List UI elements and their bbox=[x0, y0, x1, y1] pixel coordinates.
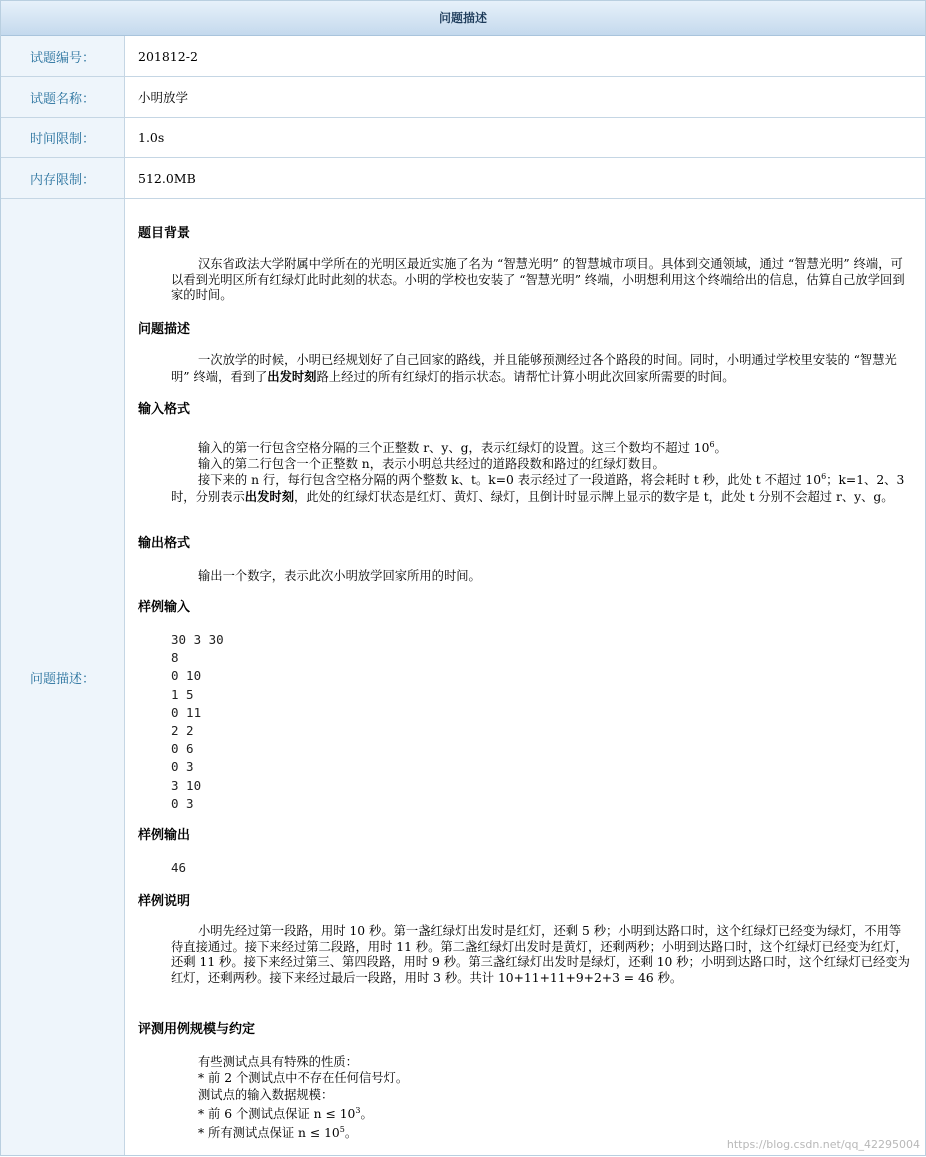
superscript: 5 bbox=[339, 1125, 345, 1135]
problem-row bbox=[1, 199, 925, 1155]
text-part: 。 bbox=[360, 1106, 373, 1121]
output-text: 输出一个数字，表示此次小明放学回家所用的时间。 bbox=[198, 569, 481, 583]
constraint-line: * 前 2 个测试点中不存在任何信号灯。 bbox=[198, 1071, 409, 1086]
section-title-background: 题目背景 bbox=[138, 226, 191, 241]
constraint-line bbox=[198, 1103, 918, 1122]
sample-output-code: 46 bbox=[171, 860, 187, 875]
text-part: 输入的第一行包含空格分隔的三个正整数 r、y、g，表示红绿灯的设置。这三个数均不超过 10 bbox=[198, 441, 710, 456]
description-text-part: 路上经过的所有红绿灯的指示状态。请帮忙计算小明此次回家所需要的时间。 bbox=[316, 369, 735, 384]
sample-input-code: 30 3 30 8 0 10 1 5 0 11 2 2 0 6 0 3 3 10 0 3 bbox=[171, 632, 224, 811]
section-title-constraints: 评测用例规模与约定 bbox=[138, 1022, 256, 1037]
superscript: 3 bbox=[355, 1105, 361, 1115]
background-text: 汉东省政法大学附属中学所在的光明区最近实施了名为 “智慧光明” 的智慧城市项目。具体到交通领域，通过 “智慧光明” 终端，可以看到光明区所有红绿灯此时此刻的状态。小明的学校也安装了 “智慧光明” 终端，小明想利用这个终端给出的信息，估算自己放学回到家的时间。 bbox=[171, 257, 905, 302]
text-part: ，此处的红绿灯状态是红灯、黄灯、绿灯，且倒计时显示牌上显示的数字是 t，此处 t 分别不会超过 r、y、g。 bbox=[294, 489, 894, 504]
section-title-output: 输出格式 bbox=[138, 536, 191, 551]
section-title-explanation: 样例说明 bbox=[138, 894, 191, 909]
meta-value: 小明放学 bbox=[138, 90, 189, 105]
text-part: * 所有测试点保证 n ≤ 10 bbox=[198, 1126, 340, 1141]
text-part: 。 bbox=[344, 1126, 358, 1141]
problem-content bbox=[126, 199, 925, 1155]
constraints-text bbox=[198, 1054, 918, 1142]
meta-value: 201812-2 bbox=[138, 48, 198, 64]
meta-label: 内存限制： bbox=[1, 158, 125, 198]
section-title-input: 输入格式 bbox=[138, 402, 191, 417]
meta-row-memory bbox=[1, 158, 925, 199]
meta-label: 时间限制： bbox=[1, 118, 125, 157]
watermark: https://blog.csdn.net/qq_42295004 bbox=[726, 1138, 920, 1151]
superscript: 6 bbox=[709, 440, 715, 449]
explanation-text: 小明先经过第一段路，用时 10 秒。第一盏红绿灯出发时是红灯，还剩 5 秒；小明到达路口时，这个红绿灯已经变为绿灯，不用等待直接通过。接下来经过第二段路，用时 11 秒。第二盏红绿灯出发时是黄灯，还剩两秒；小明到达路口时，这个红绿灯已经变为红灯，还剩 11 秒。接下来经过第三、第四段路，用时 9 秒。第三盏红绿灯出发时是绿灯，还剩 10 秒；小明到达路口时，这个红绿灯已经变为红灯，还剩两秒。接下来经过最后一段路，用时 3 秒。共计 10+11+11+9+2+3 = 46 秒。 bbox=[171, 924, 910, 985]
constraint-line: 有些测试点具有特殊的性质： bbox=[198, 1055, 358, 1069]
text-part: ；k=1、2、3 时，分别表示 bbox=[171, 473, 905, 504]
meta-value: 512.0MB bbox=[138, 170, 196, 186]
input-format bbox=[198, 437, 918, 472]
meta-row-id bbox=[1, 36, 925, 77]
input-line-3 bbox=[171, 469, 913, 505]
text-part: 。 bbox=[714, 441, 727, 456]
description-bold: 出发时刻 bbox=[267, 368, 317, 384]
description-text-part: 一次放学的时候，小明已经规划好了自己回家的路线，并且能够预测经过各个路段的时间。同时，小明通过学校里安装的 “智慧光明” 终端，看到了 bbox=[171, 353, 897, 384]
input-line-2: 输入的第二行包含一个正整数 n，表示小明总共经过的道路段数和路过的红绿灯数目。 bbox=[198, 456, 665, 471]
meta-row-name bbox=[1, 77, 925, 118]
section-title-sample-input: 样例输入 bbox=[138, 600, 191, 615]
description-text bbox=[171, 353, 913, 385]
section-title-description: 问题描述 bbox=[138, 322, 191, 337]
meta-value: 1.0s bbox=[138, 130, 165, 145]
meta-label: 试题编号： bbox=[1, 36, 125, 76]
input-bold: 出发时刻 bbox=[244, 488, 294, 504]
superscript: 6 bbox=[821, 472, 827, 481]
meta-label: 试题名称： bbox=[1, 77, 125, 117]
text-part: 接下来的 n 行，每行包含空格分隔的两个整数 k、t。k=0 表示经过了一段道路，将会耗时 t 秒，此处 t 不超过 10 bbox=[198, 473, 822, 488]
input-line-1 bbox=[198, 437, 918, 457]
meta-row-time bbox=[1, 118, 925, 158]
problem-label: 问题描述： bbox=[1, 199, 125, 1155]
text-part: * 前 6 个测试点保证 n ≤ 10 bbox=[198, 1106, 356, 1121]
constraint-line: 测试点的输入数据规模： bbox=[198, 1087, 334, 1102]
section-title-sample-output: 样例输出 bbox=[138, 828, 191, 843]
table-header: 问题描述 bbox=[1, 1, 925, 36]
